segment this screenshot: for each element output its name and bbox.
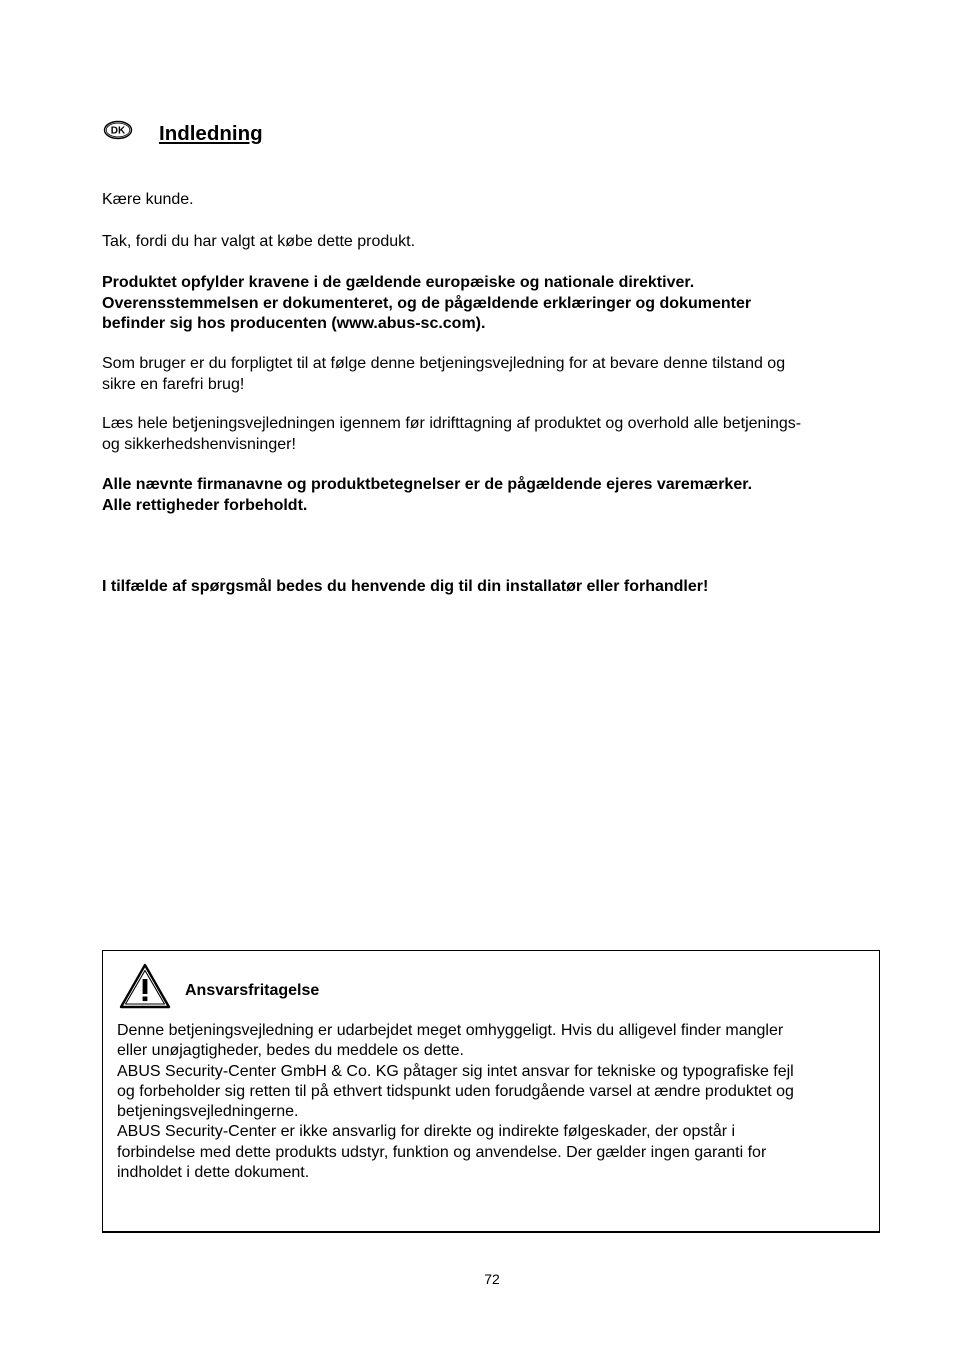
obligation-paragraph: [102, 354, 892, 395]
warning-triangle-icon: [119, 963, 171, 1009]
disclaimer-line: Denne betjeningsvejledning er udarbejdet meget omhyggeligt. Hvis du alligevel finder mangler: [117, 1022, 784, 1039]
disclaimer-line: betjeningsvejledningerne.: [117, 1103, 299, 1121]
greeting-text: Kære kunde.: [102, 191, 194, 208]
dk-badge-label: DK: [110, 125, 126, 137]
disclaimer-box: [102, 950, 880, 1233]
page-title: Indledning: [159, 122, 263, 145]
obligation-line: sikre en farefri brug!: [102, 375, 245, 393]
disclaimer-line: forbindelse med dette produkts udstyr, funktion og anvendelse. Der gælder ingen garanti for: [117, 1143, 767, 1161]
trademark-line: Alle nævnte firmanavne og produktbetegnelser er de pågældende ejeres varemærker.: [102, 476, 753, 493]
page-number: 72: [484, 1271, 500, 1287]
read-instructions-line: og sikkerhedshenvisninger!: [102, 435, 296, 453]
contact-text: I tilfælde af spørgsmål bedes du henvende dig til din installatør eller forhandler!: [102, 578, 709, 595]
disclaimer-line: ABUS Security-Center er ikke ansvarlig for direkte og indirekte følgeskader, der opstår i: [117, 1123, 736, 1141]
thanks-text: Tak, fordi du har valgt at købe dette produkt.: [102, 233, 416, 250]
obligation-line: Som bruger er du forpligtet til at følge denne betjeningsvejledning for at bevare denne tilstand og: [102, 355, 786, 372]
disclaimer-line: eller unøjagtigheder, bedes du meddele os dette.: [117, 1042, 464, 1060]
disclaimer-line: indholdet i dette dokument.: [117, 1164, 310, 1182]
dk-language-badge-icon: [103, 120, 133, 140]
compliance-line: Overensstemmelsen er dokumenteret, og de pågældende erklæringer og dokumenter: [102, 294, 752, 312]
trademark-line: Alle rettigheder forbeholdt.: [102, 496, 308, 514]
read-instructions-paragraph: [102, 414, 892, 455]
compliance-line: befinder sig hos producenten (www.abus-sc.com).: [102, 315, 486, 332]
disclaimer-line: ABUS Security-Center GmbH & Co. KG påtager sig intet ansvar for tekniske og typografiske fejl: [117, 1062, 794, 1080]
compliance-line: Produktet opfylder kravene i de gældende europæiske og nationale direktiver.: [102, 274, 695, 291]
disclaimer-line: og forbeholder sig retten til på ethvert tidspunkt uden forudgående varsel at ændre produktet og: [117, 1082, 794, 1100]
compliance-paragraph: [102, 273, 892, 335]
trademark-paragraph: [102, 475, 892, 516]
disclaimer-body: [117, 1021, 873, 1183]
disclaimer-title: Ansvarsfritagelse: [185, 982, 320, 999]
read-instructions-line: Læs hele betjeningsvejledningen igennem før idrifttagning af produktet og overhold alle betjenings-: [102, 415, 802, 432]
